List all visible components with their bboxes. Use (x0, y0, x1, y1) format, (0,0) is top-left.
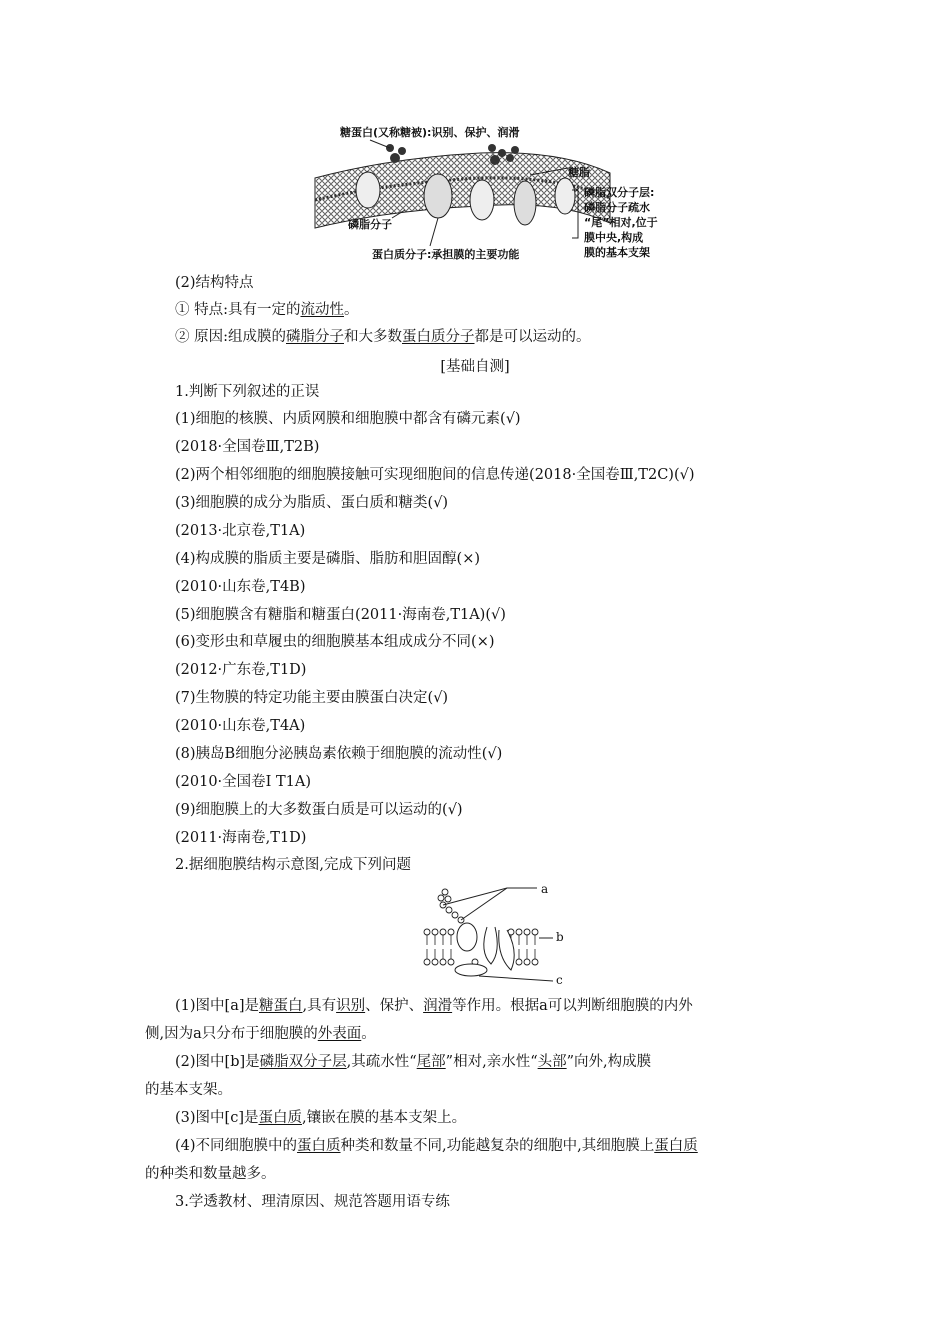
q1-line-14: (2010·全国卷Ⅰ T1A) (175, 774, 312, 790)
self-test-heading: [基础自测] (440, 359, 510, 375)
q1-line-9: (6)变形虫和草履虫的细胞膜基本组成成分不同(×) (175, 634, 495, 650)
reason-answer-1: 磷脂分子 (286, 329, 344, 345)
q2-p2-u2: 尾部 (416, 1054, 446, 1070)
q2-p1-t6: 。 (361, 1026, 376, 1042)
q2-p3-t2: ,镶嵌在膜的基本支架上。 (301, 1110, 467, 1126)
q2-p1-u4: 外表面 (317, 1026, 362, 1042)
label-bilayer-2: 磷脂分子疏水 (584, 201, 650, 214)
q1-line-1: (1)细胞的核膜、内质网膜和细胞膜中都含有磷元素(√) (175, 411, 521, 427)
q1-line-2: (2018·全国卷Ⅲ,T2B) (175, 439, 320, 455)
membrane-diagram-small-svg (415, 882, 575, 992)
q2-answer-4-line2 (145, 1164, 276, 1184)
label-protein: 蛋白质分子:承担膜的主要功能 (372, 248, 520, 261)
q2-p4-u2: 蛋白质 (654, 1138, 698, 1154)
q2-p1-u3: 润滑 (423, 998, 453, 1014)
label-phospholipid: 磷脂分子 (348, 218, 392, 231)
q2-p1-t2: ,具有 (302, 998, 337, 1014)
reason-answer-2: 蛋白质分子 (402, 329, 475, 345)
q2-p2-u3: 头部 (537, 1054, 567, 1070)
q3-title: 3.学透教材、理清原因、规范答题用语专练 (175, 1194, 450, 1210)
q2-answer-4-line1 (175, 1136, 698, 1156)
q2-p2-t4: ”向外,构成膜 (566, 1054, 652, 1070)
feature-answer: 流动性 (300, 302, 344, 318)
q1-line-12: (2010·山东卷,T4A) (175, 718, 306, 734)
reason-mid: 和大多数 (344, 329, 402, 345)
q2-answer-1-line2 (145, 1024, 376, 1044)
feature-prefix: ① 特点:具有一定的 (175, 302, 301, 318)
q2-answer-1-line1 (175, 996, 693, 1016)
q1-line-7: (2010·山东卷,T4B) (175, 579, 306, 595)
diagram-label-b: b (556, 930, 564, 944)
membrane-diagram-small (415, 882, 575, 992)
q1-line-4: (3)细胞膜的成分为脂质、蛋白质和糖类(√) (175, 495, 449, 511)
label-glycolipid: 糖脂 (568, 166, 590, 179)
q2-p3-u1: 蛋白质 (258, 1110, 302, 1126)
q2-p1-u1: 糖蛋白 (259, 998, 303, 1014)
q2-p1-t5: 侧,因为a只分布于细胞膜的 (145, 1026, 318, 1042)
label-bilayer-3: “尾”相对,位于 (584, 216, 658, 229)
q2-p2-t2: ,其疏水性“ (346, 1054, 417, 1070)
q1-line-10: (2012·广东卷,T1D) (175, 662, 307, 678)
membrane-figure (310, 118, 680, 268)
diagram-label-a: a (541, 882, 549, 896)
q1-line-16: (2011·海南卷,T1D) (175, 830, 307, 846)
q1-line-11: (7)生物膜的特定功能主要由膜蛋白决定(√) (175, 690, 449, 706)
q2-p3-t1: (3)图中[c]是 (175, 1110, 259, 1126)
reason-suffix: 都是可以运动的。 (474, 329, 591, 345)
q2-p4-t2: 种类和数量不同,功能越复杂的细胞中,其细胞膜上 (340, 1138, 655, 1154)
diagram-label-c: c (556, 973, 563, 987)
label-glycoprotein: 糖蛋白(又称糖被):识别、保护、润滑 (340, 126, 520, 139)
q1-title: 1.判断下列叙述的正误 (175, 384, 320, 400)
q2-p4-t1: (4)不同细胞膜中的 (175, 1138, 298, 1154)
feature-line (175, 300, 359, 320)
q2-p4-t3: 的种类和数量越多。 (145, 1166, 276, 1182)
q2-p1-t4: 等作用。根据a可以判断细胞膜的内外 (452, 998, 693, 1014)
q2-p1-t3: 、保护、 (365, 998, 424, 1014)
q1-line-13: (8)胰岛B细胞分泌胰岛素依赖于细胞膜的流动性(√) (175, 746, 503, 762)
q2-answer-2-line2 (145, 1080, 232, 1100)
q2-p2-u1: 磷脂双分子层 (259, 1054, 347, 1070)
q2-p1-u2: 识别 (336, 998, 366, 1014)
reason-prefix: ② 原因:组成膜的 (175, 329, 286, 345)
q2-p1-t1: (1)图中[a]是 (175, 998, 259, 1014)
q1-line-15: (9)细胞膜上的大多数蛋白质是可以运动的(√) (175, 802, 463, 818)
reason-line (175, 327, 591, 347)
q1-line-6: (4)构成膜的脂质主要是磷脂、脂肪和胆固醇(×) (175, 551, 481, 567)
feature-suffix: 。 (344, 302, 359, 318)
label-bilayer-1: 磷脂双分子层: (584, 186, 655, 199)
q1-line-5: (2013·北京卷,T1A) (175, 523, 306, 539)
q1-line-8: (5)细胞膜含有糖脂和糖蛋白(2011·海南卷,T1A)(√) (175, 607, 506, 623)
q2-p4-u1: 蛋白质 (297, 1138, 341, 1154)
q2-title: 2.据细胞膜结构示意图,完成下列问题 (175, 857, 411, 873)
q2-answer-2-line1 (175, 1052, 651, 1072)
section-heading: (2)结构特点 (175, 275, 254, 291)
label-bilayer-4: 膜中央,构成 (584, 231, 644, 244)
q2-p2-t1: (2)图中[b]是 (175, 1054, 260, 1070)
q1-line-3: (2)两个相邻细胞的细胞膜接触可实现细胞间的信息传递(2018·全国卷Ⅲ,T2C)(√) (175, 467, 695, 483)
q2-p2-t3: ”相对,亲水性“ (445, 1054, 538, 1070)
q2-p2-t5: 的基本支架。 (145, 1082, 232, 1098)
label-bilayer-5: 膜的基本支架 (584, 246, 650, 259)
q2-answer-3 (175, 1108, 466, 1128)
